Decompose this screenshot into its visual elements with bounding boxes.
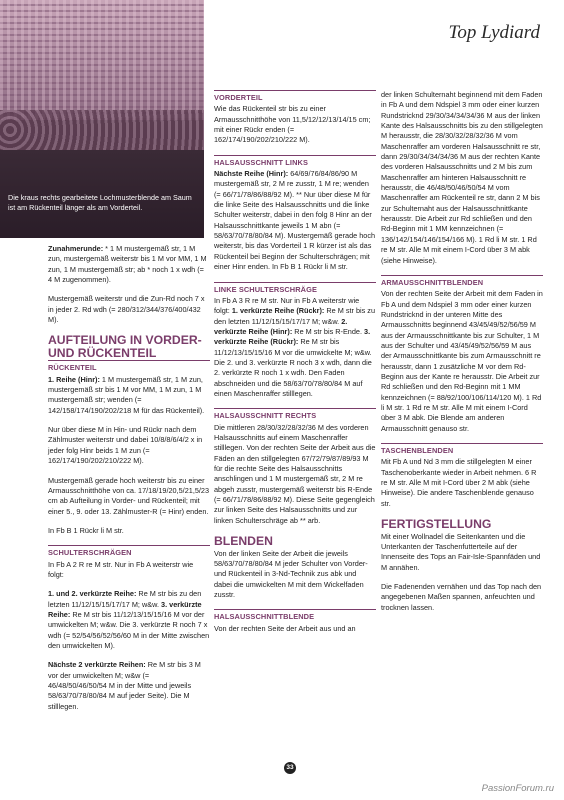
lace-border-detail [0, 110, 204, 150]
heading-rule [48, 360, 210, 361]
page-title: Top Lydiard [448, 22, 540, 43]
paragraph-text: der linken Schulternaht beginnend mit dem Faden in Fb A und dem Ndspiel 3 mm oder einer kurzen Rundstricknd 29/30/34/34/34/36 M aus der linken Kante des Halsausschnitts bis zu den stillgelegten M herausstr, die 28/30/32/28/32/36 M vom Maschenraffer am vorderen Halsausschnitt re str, dann 29/30/34/34/34/36 M aus der rechten Kante des vorderen Halsausschnitts und 2 M bis zum Maschenraffer am hinteren Halsausschnitt re herausstr, die 46/48/50/46/50/54 M vom Maschenraffer am Rückenteil re str, dann 2 M bis zur Schulternaht aus der Halsausschnittkante herausstr. Die Arbeit zur Rd schließen und den Rd-Beginn mit 1 MM kennzeichnen (= 136/142/154/146/154/166 M). 1 Rd li M str. 1 Rd re M str. Alle M mit einem I-Cord über 3 M abk (siehe Hinweise). [381, 90, 543, 265]
paragraph-text: Mustergemäß gerade hoch weiterstr bis zu einer Armausschnitthöhe von ca. 17/18/19/20,5/21,5/23 cm ab Aufteilung in Vorder- und Rückenteil; mit einer 5., 9. oder 13. Zählmuster-R (= Hinr) enden. [48, 475, 210, 516]
subsection-heading: HALSAUSSCHNITT RECHTS [214, 411, 317, 421]
heading-rule [214, 408, 376, 409]
paragraph [214, 169, 376, 272]
paragraph-text: Mit einer Wollnadel die Seitenkanten und die Unterkanten der Taschenfutterteile auf der Innenseite des Tops an Fair-Isle-Spannfäden und M annähen. [381, 531, 541, 572]
paragraph-text: 64/69/76/84/86/90 M mustergemäß str, 2 M re zusstr, 1 M re; wenden (= 66/71/78/86/88/92 M). ** Nur über diese M für die linke Seite des Halsausschnitts und die linke Schulter weiterstr, dabei in den folg 8 Hinr an der Halsausschnittkante jeweils 1 M abn (= 58/63/70/78/80/84 M). Mustergemäß gerade hoch weiterstr, bis das Vorderteil 1 R kürzer ist als das Rückenteil bei Beginn der Schulterschrägen; mit einer Hinr enden. In Fb B 1 Rückr li M str. [214, 169, 376, 272]
subsection-heading: RÜCKENTEIL [48, 363, 97, 373]
paragraph [48, 244, 210, 285]
paragraph-text: Die mittleren 28/30/32/28/32/36 M des vorderen Halsausschnitts auf einem Maschenraffer stilllegen. Von der rechten Seite der Arbeit aus die Fäden an den stillgelegten 67/72/79/87/89/93 M für die rechte Seite des Halsausschnitts anschlingen und 1 M mustergemäß str, 2 M re abgeh zusstr, mustergemäß weiterstr bis R-Ende (= 66/71/78/86/88/92 M). Diese Seite gegengleich zur linken Seite des Halsausschnitts und zur linken Schulterschräge ab ** arb. [214, 422, 376, 525]
paragraph-text: Nur über diese M in Hin- und Rückr nach dem Zählmuster weiterstr und dabei 10/8/8/6/4/2 x in jeder folg Hinr beids 1 M zun (= 162/174/190/202/210/222 M). [48, 425, 203, 466]
section-heading: AUFTEILUNG IN VORDER- UND RÜCKENTEIL [48, 333, 202, 360]
paragraph [48, 476, 210, 517]
paragraph-lead: Nächste Reihe (Hinr): [214, 169, 289, 179]
paragraph-text: Wie das Rückenteil str bis zu einer Armausschnitthöhe von 11,5/12/12/13/14/15 cm; mit einer Rückr enden (= 162/174/190/202/210/222 M). [214, 104, 371, 145]
text-column-1 [48, 244, 210, 721]
paragraph-text: Mit Fb A und Nd 3 mm die stillgelegten M einer Taschenoberkante wieder in Arbeit nehmen. 6 R re M str. Alle M mit I-Cord über 2 M abk (siehe Hinweise). Die andere Taschenblende genauso str. [381, 457, 537, 508]
paragraph-text: 1 M mustergemäß str, 1 M zun, mustergemäß str bis 1 M vor MM, 1 M zun, 1 M mustergemäß str; wenden (= 142/158/174/190/202/218 M für das Rückenteil). [48, 374, 205, 415]
paragraph-text: * 1 M mustergemäß str, 1 M zun, mustergemäß weiterstr bis 1 M vor MM, 1 M zun, 1 M mustergemäß str; ab * noch 1 x wdh (= 4 M zugenommen). [48, 244, 207, 285]
paragraph-text: Re M str bis zu den letzten 11/12/15/15/17/17 M; w&w. [48, 589, 202, 609]
paragraph-text: In Fb A 3 R re M str. Nur in Fb A weiterstr wie folgt: [214, 295, 360, 316]
paragraph [381, 532, 543, 573]
subsection-heading: HALSAUSSCHNITTBLENDE [214, 612, 315, 622]
subsection-heading: TASCHENBLENDEN [381, 446, 454, 455]
text-column-3 [381, 90, 543, 622]
paragraph [48, 526, 210, 536]
paragraph-text: Mustergemäß weiterstr und die Zun-Rd noch 7 x in jeder 2. Rd wdh (= 280/312/344/376/400/432 M). [48, 294, 205, 325]
paragraph [48, 660, 210, 712]
paragraph [48, 294, 210, 325]
paragraph-lead: 1. Reihe (Hinr): [48, 374, 100, 384]
paragraph [48, 589, 210, 651]
paragraph-text: In Fb A 2 R re M str. Nur in Fb A weiterstr wie folgt: [48, 559, 194, 579]
paragraph [214, 296, 376, 399]
paragraph-text: Re M str bis zu den letzten 11/12/15/15/17/17 M; w&w. [214, 306, 376, 326]
paragraph-text: Von der linken Seite der Arbeit die jeweils 58/63/70/78/80/84 M jeder Schulter von Vorder- und Rückenteil in 3-Nd-Technik zus abk und dabei die umwickelten M mit dem Wickelfaden zusstr. [214, 548, 368, 599]
section-heading: FERTIGSTELLUNG [381, 517, 492, 532]
subsection-heading: SCHULTERSCHRÄGEN [48, 548, 132, 558]
paragraph-text: In Fb B 1 Rückr li M str. [48, 525, 124, 535]
heading-rule [381, 275, 543, 276]
paragraph-lead: Nächste 2 verkürzte Reihen: [48, 660, 146, 670]
page-number: 33 [284, 762, 296, 774]
paragraph-text: Von der rechten Seite der Arbeit mit dem Faden in Fb A und dem Ndspiel 3 mm oder einer kurzen Rundstricknd in der unteren Mitte des Armausschnitts beginnend 43/45/49/52/56/59 M aus der Armausschnittkante bis zur Schulter, 1 M aus der Schulter und 43/45/49/52/56/59 M aus der Armausschnittkante bis zum Armausschnitt re herausstr, dann 1 zusätzliche M vor dem Rd-Beginn aus der Kante re herausstr. Die Arbeit zur Rd schließen und den Rd-Beginn mit 1 MM kennzeichnen (= 88/92/100/106/114/120 M). 1 Rd li M str. 1 Rd re M str. Alle M mit einem I-Cord über 3 M abk. Die Blende am anderen Armausschnitt genauso str. [381, 289, 543, 433]
paragraph-text: Die Fadenenden vernähen und das Top nach den angegebenen Maßen spannen, anfeuchten und trocknen lassen. [381, 581, 542, 612]
garment-photo [0, 0, 204, 238]
paragraph [381, 582, 543, 613]
fair-isle-knit-detail [0, 0, 204, 120]
subsection-heading: ARMAUSSCHNITTBLENDEN [381, 277, 484, 287]
paragraph-text: Re M str bis 11/12/13/15/15/16 M vor der umwickelten M; w&w. Die 3. verkürzte R noch 7 x wdh (= 52/54/56/52/56/60 M in der Mitte zwischen den umwickelten M). [48, 609, 210, 650]
paragraph-lead: 1. und 2. verkürzte Reihe: [48, 589, 137, 599]
paragraph [214, 549, 376, 601]
paragraph [381, 457, 543, 509]
subsection-heading: LINKE SCHULTERSCHRÄGE [214, 284, 317, 294]
paragraph [214, 104, 376, 145]
heading-rule [214, 90, 376, 91]
paragraph [48, 425, 210, 466]
paragraph [214, 423, 376, 526]
paragraph-text: Von der rechten Seite der Arbeit aus und an [214, 623, 356, 633]
paragraph-lead: 2. verkürzte Reihe (Hinr): [214, 316, 348, 336]
paragraph-lead: 1. verkürzte Reihe (Rückr): [231, 306, 325, 316]
watermark: PassionForum.ru [481, 783, 554, 794]
paragraph-text: Re M str bis 11/12/13/15/15/16 M vor die umwickelte M; w&w. Die 2. und 3. verkürzte R noch 3 x wdh, dann die 2. verkürzte R noch 1 x wdh. Den Faden abschneiden und die 58/63/70/78/80/84 M auf einen Maschenraffer stilllegen. [214, 337, 372, 398]
section-heading: BLENDEN [214, 534, 273, 549]
paragraph [48, 375, 210, 416]
paragraph [48, 560, 210, 581]
paragraph-text: Re M str bis R-Ende. [292, 326, 365, 336]
paragraph-text: Re M str bis 3 M vor der umwickelten M; w&w (= 46/48/50/46/50/54 M in der Mitte und jeweils 58/63/70/78/80/84 M auf jeder Seite). Die M stilllegen. [48, 660, 201, 711]
paragraph-lead: 3. verkürzte Reihe (Rückr): [214, 326, 371, 347]
paragraph [381, 289, 543, 434]
heading-rule [48, 545, 210, 546]
photo-caption: Die kraus rechts gearbeitete Lochmusterblende am Saum ist am Rückenteil länger als am Vorderteil. [8, 193, 192, 212]
subsection-heading: VORDERTEIL [214, 93, 263, 102]
subsection-heading: HALSAUSSCHNITT LINKS [214, 157, 308, 167]
heading-rule [214, 155, 376, 156]
heading-rule [214, 282, 376, 283]
paragraph-lead: 3. verkürzte Reihe: [48, 599, 202, 619]
paragraph [214, 624, 376, 634]
heading-rule [381, 443, 543, 444]
paragraph [381, 90, 543, 266]
heading-rule [214, 609, 376, 610]
text-column-2 [214, 90, 376, 643]
paragraph-lead: Zunahmerunde: [48, 244, 104, 253]
